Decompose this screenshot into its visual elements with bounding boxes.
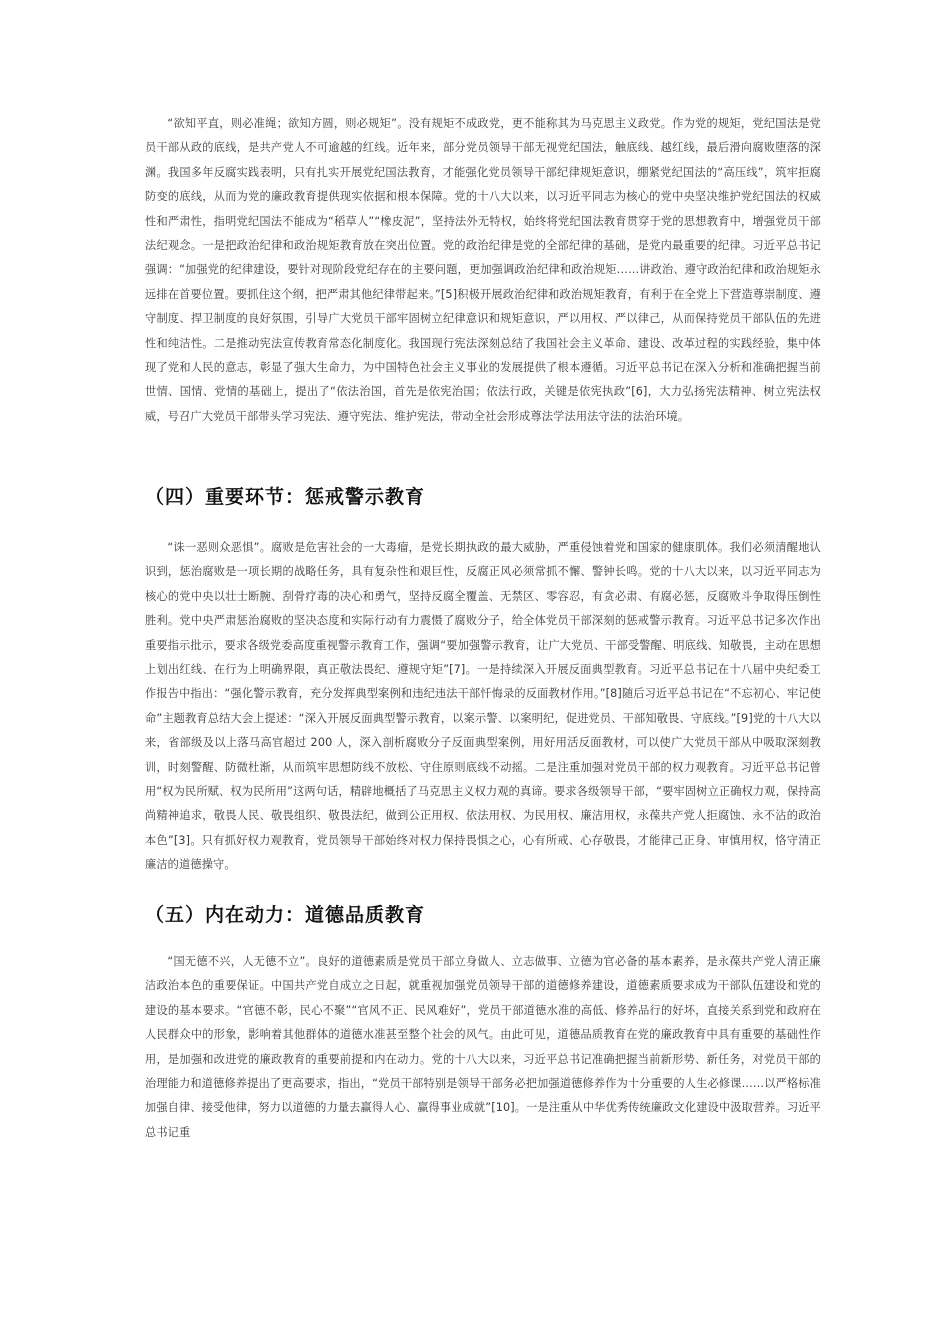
section-four-paragraph: “诛一恶则众恶惧”。腐败是危害社会的一大毒瘤，是党长期执政的最大威胁，严重侵蚀着党和国家的健康肌体。我们必须清醒地认识到，惩治腐败是一项长期的战略任务，具有复杂性和艰巨性，反腐正风必须常抓不懈、警钟长鸣。党的十八大以来，以习近平同志为核心的党中央以壮士断腕、刮骨疗毒的决心和勇气，坚持反腐全覆盖、无禁区、零容忍，有贪必肃、有腐必惩，反腐败斗争取得压倒性胜利。党中央严肃惩治腐败的坚决态度和实际行动有力震慑了腐败分子，给全体党员干部深刻的惩戒警示教育。习近平总书记多次作出重要指示批示，要求各级党委高度重视警示教育工作，强调“要加强警示教育，让广大党员、干部受警醒、明底线、知敬畏，主动在思想上划出红线、在行为上明确界限，真正敬法畏纪、遵规守矩”[7]。一是持续深入开展反面典型教育。习近平总书记在十八届中央纪委工作报告中指出：“强化警示教育，充分发挥典型案例和违纪违法干部忏悔录的反面教材作用。”[8]随后习近平总书记在“不忘初心、牢记使命”主题教育总结大会上提述：“深入开展反面典型警示教育，以案示警、以案明纪，促进党员、干部知敬畏、守底线。”[9]党的十八大以来，省部级及以上落马高官超过 200 人，深入剖析腐败分子反面典型案例，用好用活反面教材，可以使广大党员干部从中吸取深刻教训，时刻警醒、防微杜渐，从而筑牢思想防线不放松、守住原则底线不动摇。二是注重加强对党员干部的权力观教育。习近平总书记曾用“权为民所赋、权为民所用”这两句话，精辟地概括了马克思主义权力观的真谛。要求各级领导干部，“要牢固树立正确权力观，保持高尚精神追求，敬畏人民、敬畏组织、敬畏法纪，做到公正用权、依法用权、为民用权、廉洁用权，永葆共产党人拒腐蚀、永不沾的政治本色”[3]。只有抓好权力观教育，党员领导干部始终对权力保持畏惧之心，心有所戒、心存敬畏，才能律己正身、审慎用权，恪守清正廉洁的道德操守。 — [145, 541, 821, 872]
section-four-heading: （四）重要环节：惩戒警示教育 — [145, 486, 426, 508]
section-five-heading: （五）内在动力：道德品质教育 — [145, 904, 426, 926]
section-five-paragraph: “国无德不兴，人无德不立”。良好的道德素质是党员干部立身做人、立志做事、立德为官必备的基本素养，是永葆共产党人清正廉洁政治本色的重要保证。中国共产党自成立之日起，就重视加强党员领导干部的道德修养建设，道德素质要求成为干部队伍建设和党的建设的基本要求。“官德不彰，民心不聚”“官风不正、民风难好”，党员干部道德水准的高低、修养品行的好坏，直接关系到党和政府在人民群众中的形象，影响着其他群体的道德水准甚至整个社会的风气。由此可见，道德品质教育在党的廉政教育中具有重要的基础性作用，是加强和改进党的廉政教育的重要前提和内在动力。党的十八大以来，习近平总书记准确把握当前新形势、新任务，对党员干部的治理能力和道德修养提出了更高要求，指出，“党员干部特别是领导干部务必把加强道德修养作为十分重要的人生必修课……以严格标准加强自律、接受他律，努力以道德的力量去赢得人心、赢得事业成就”[10]。一是注重从中华优秀传统廉政文化建设中汲取营养。习近平总书记重 — [145, 955, 821, 1139]
intro-paragraph: “欲知平直，则必准绳；欲知方圆，则必规矩”。没有规矩不成政党，更不能称其为马克思主义政党。作为党的规矩，党纪国法是党员干部从政的底线，是共产党人不可逾越的红线。近年来，部分党员领导干部无视党纪国法，触底线、越红线，最后滑向腐败堕落的深渊。我国多年反腐实践表明，只有扎实开展党纪国法教育，才能强化党员领导干部纪律规矩意识，绷紧党纪国法的“高压线”，筑牢拒腐防变的底线，从而为党的廉政教育提供现实依据和根本保障。党的十八大以来，以习近平同志为核心的党中央坚决维护党纪国法的权威性和严肃性，指明党纪国法不能成为“稻草人”“橡皮泥”，坚持法外无特权，始终将党纪国法教育贯穿于党的思想教育中，增强党员干部法纪观念。一是把政治纪律和政治规矩教育放在突出位置。党的政治纪律是党的全部纪律的基础，是党内最重要的纪律。习近平总书记强调：“加强党的纪律建设，要针对现阶段党纪存在的主要问题，更加强调政治纪律和政治规矩……讲政治、遵守政治纪律和政治规矩永远排在首要位置。要抓住这个纲，把严肃其他纪律带起来。”[5]积极开展政治纪律和政治规矩教育，有利于在全党上下营造尊崇制度、遵守制度、捍卫制度的良好氛围，引导广大党员干部牢固树立纪律意识和规矩意识，严以用权、严以律己，从而保持党员干部队伍的先进性和纯洁性。二是推动宪法宣传教育常态化制度化。我国现行宪法深刻总结了我国社会主义革命、建设、改革过程的实践经验，集中体现了党和人民的意志，彰显了强大生命力，为中国特色社会主义事业的发展提供了根本遵循。习近平总书记在深入分析和准确把握当前世情、国情、党情的基础上，提出了“依法治国，首先是依宪治国；依法行政，关键是依宪执政”[6]，大力弘扬宪法精神、树立宪法权威，号召广大党员干部带头学习宪法、遵守宪法、维护宪法，带动全社会形成尊法学法用法守法的法治环境。 — [145, 117, 821, 423]
